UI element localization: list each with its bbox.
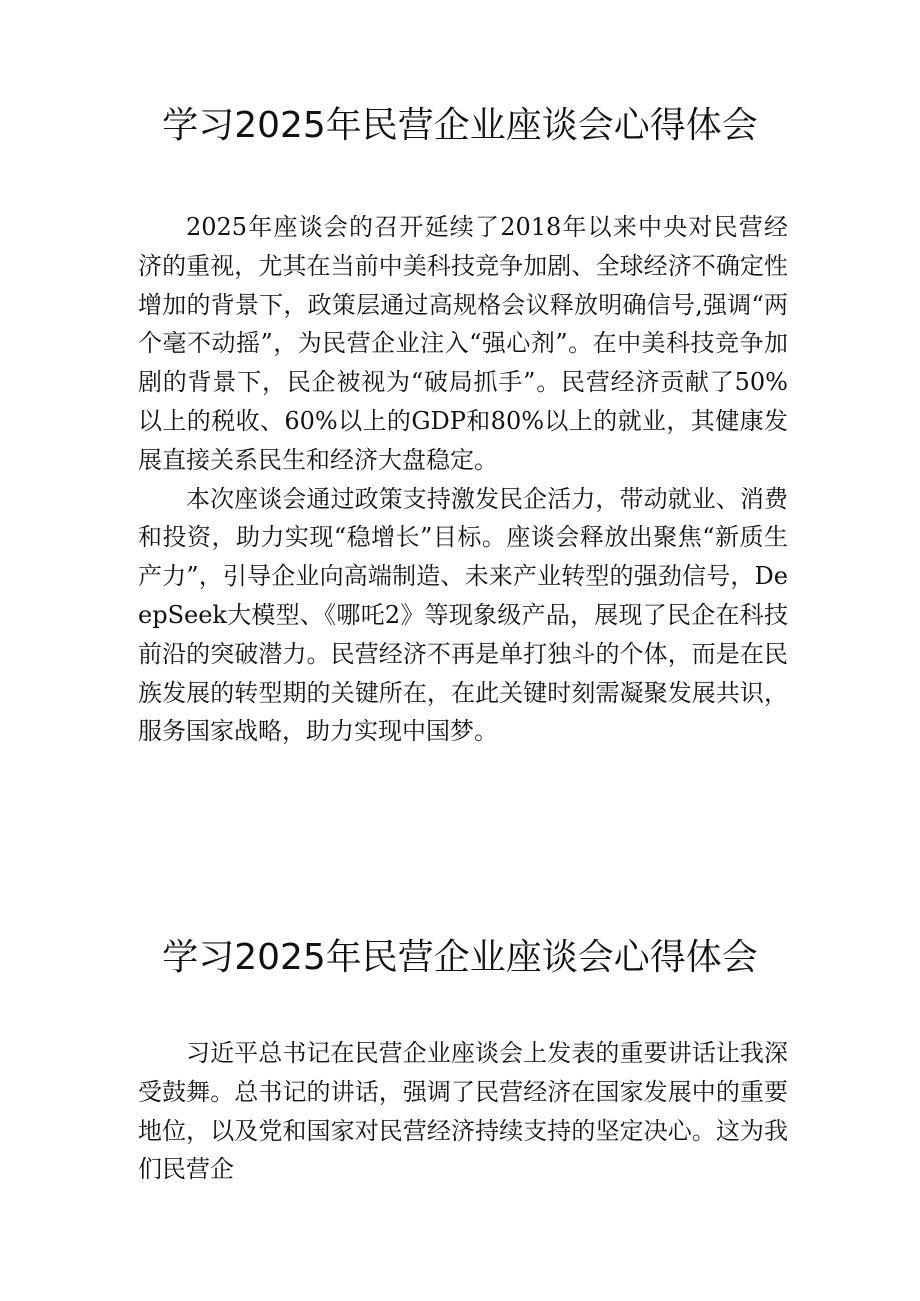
body-paragraph: 习近平总书记在民营企业座谈会上发表的重要讲话让我深受鼓舞。总书记的讲话，强调了民营经济在国家发展中的重要地位，以及党和国家对民营经济持续支持的坚定决心。这为我们民营企 (138, 1039, 788, 1184)
body-paragraph: 2025年座谈会的召开延续了2018年以来中央对民营经济的重视，尤其在当前中美科技竞争加剧、全球经济不确定性增加的背景下，政策层通过高规格会议释放明确信号,强调“两个毫不动摇”，为民营企业注入“强心剂”。在中美科技竞争加剧的背景下，民企被视为“破局抓手”。民营经济贡献了50%以上的税收、60%以上的GDP和80%以上的就业，其健康发展直接关系民生和经济大盘稳定。 (138, 213, 788, 474)
body-paragraph: 本次座谈会通过政策支持激发民企活力，带动就业、消费和投资，助力实现“稳增长”目标。座谈会释放出聚焦“新质生产力”，引导企业向高端制造、未来产业转型的强劲信号，DeepSeek大模型、《哪吒2》等现象级产品，展现了民企在科技前沿的突破潜力。民营经济不再是单打独斗的个体，而是在民族发展的转型期的关键所在，在此关键时刻需凝聚发展共识，服务国家战略，助力实现中国梦。 (138, 484, 788, 746)
article-body (138, 1034, 788, 1189)
article-body (138, 208, 788, 751)
section-title: 学习2025年民营企业座谈会心得体会 (162, 937, 758, 978)
section-title: 学习2025年民营企业座谈会心得体会 (162, 105, 758, 146)
